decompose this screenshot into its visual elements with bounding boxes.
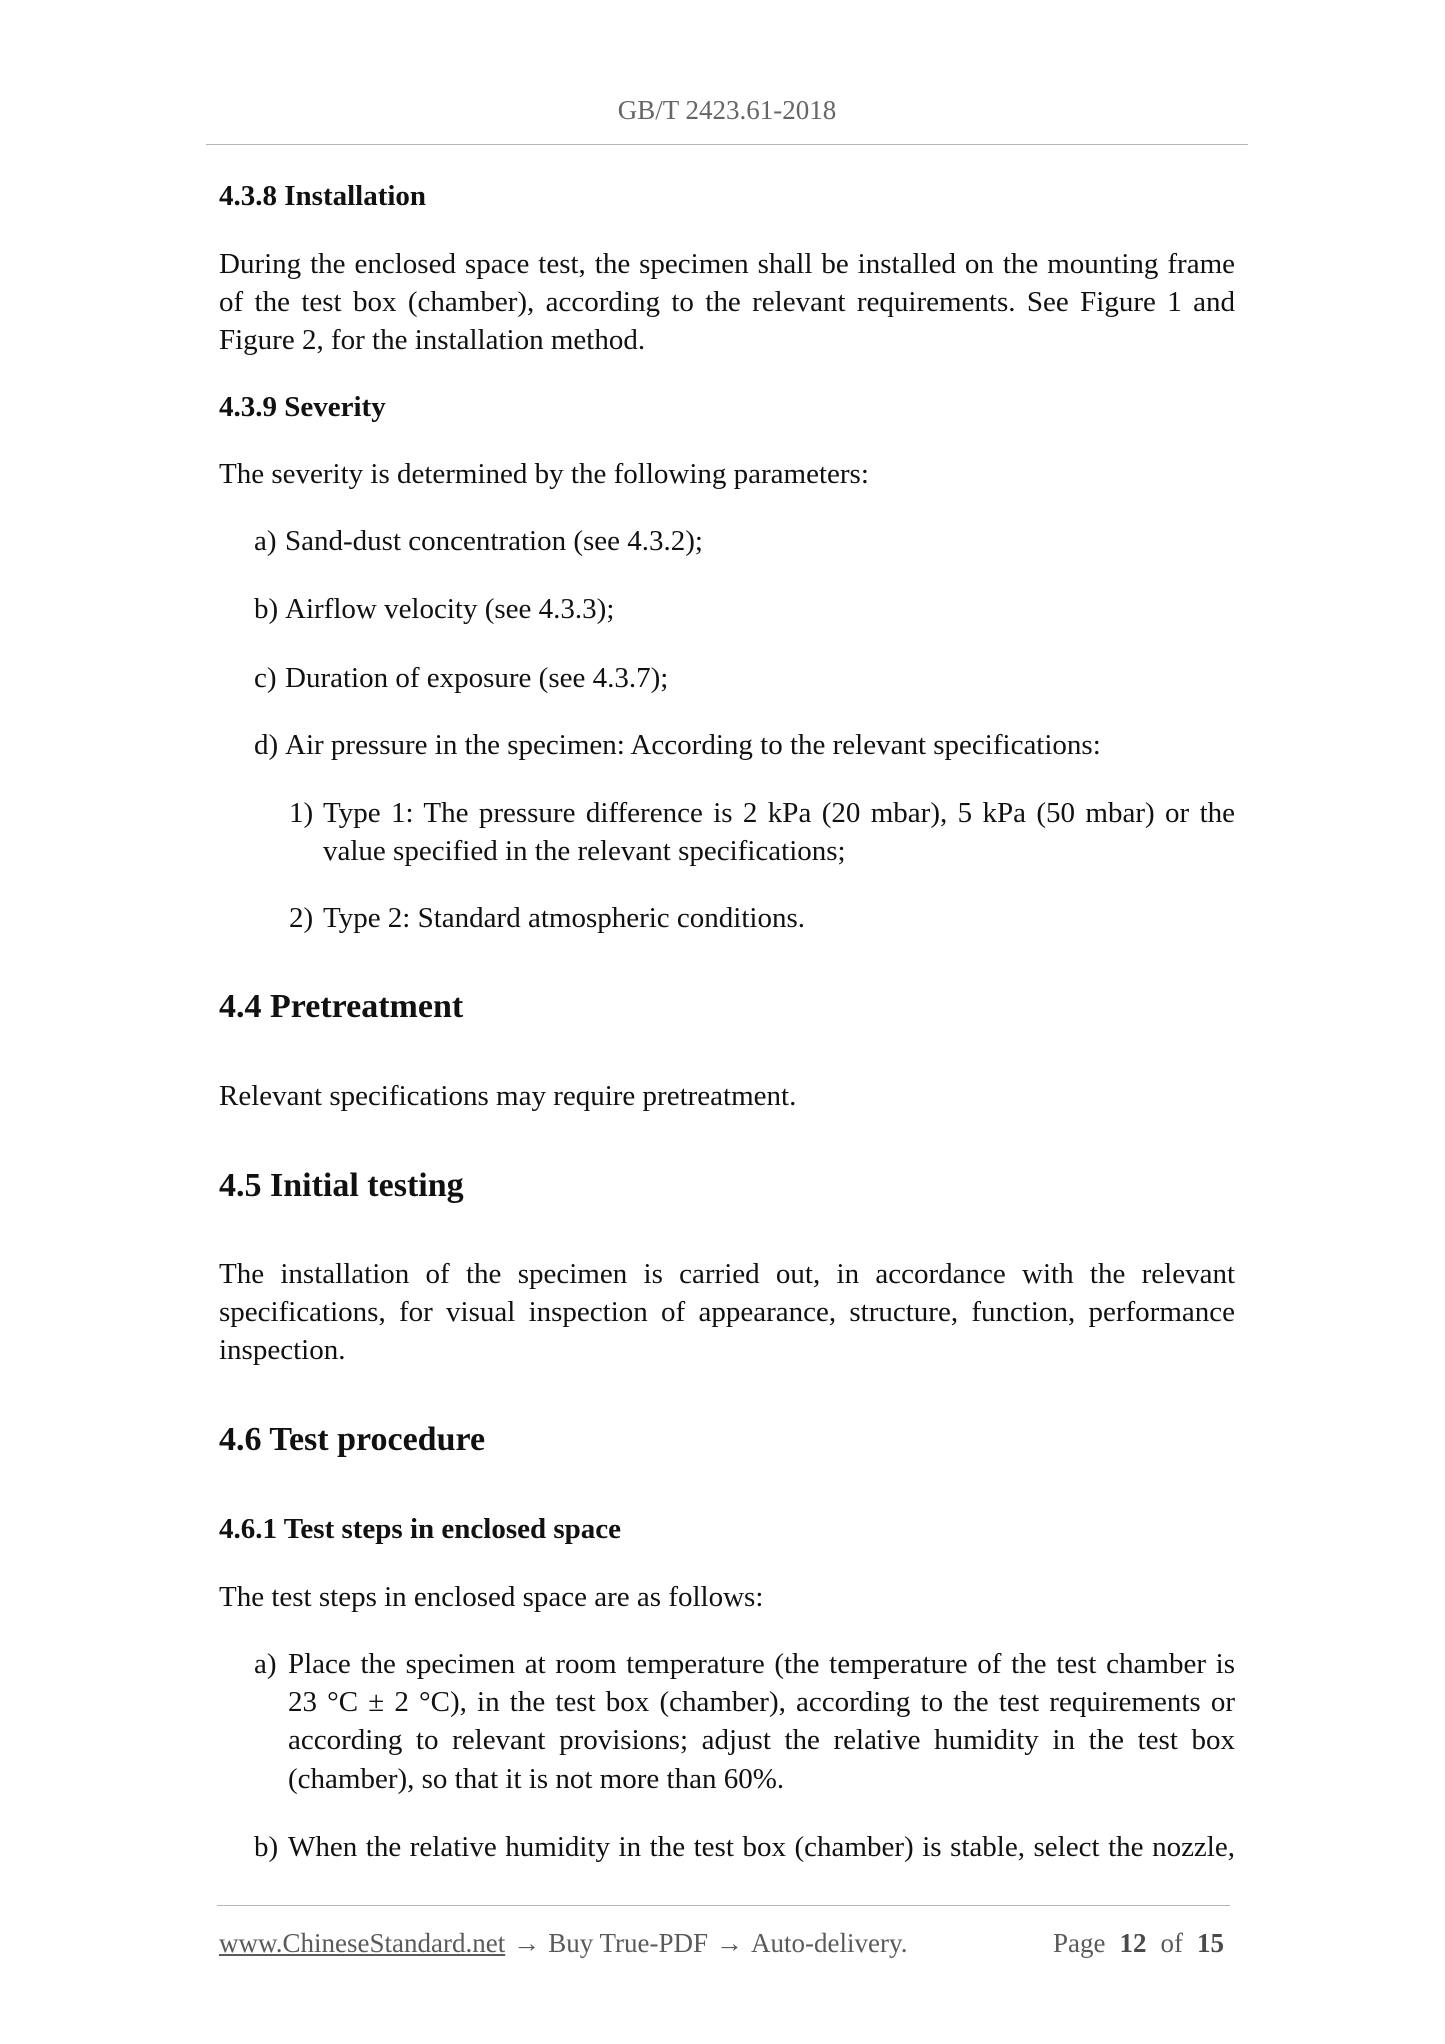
list-item-line: When the relative humidity in the test box (chamber) is stable, select the nozzle, xyxy=(288,1831,1235,1863)
list-item-line: 23 °C ± 2 °C), in the test box (chamber), according to the test requirements or xyxy=(288,1686,1235,1718)
list-item-line: according to relevant provisions; adjust the relative humidity in the test box xyxy=(288,1724,1235,1756)
document-header-code: GB/T 2423.61-2018 xyxy=(617,95,837,125)
heading-4-6: 4.6 Test procedure xyxy=(219,1421,486,1458)
heading-4-5: 4.5 Initial testing xyxy=(219,1167,464,1204)
page-current: 12 xyxy=(1119,1928,1147,1958)
footer-divider xyxy=(217,1905,1230,1906)
buy-true-pdf-label: Buy True-PDF xyxy=(548,1928,709,1958)
page-of-label: of xyxy=(1160,1928,1183,1958)
heading-4-6-1: 4.6.1 Test steps in enclosed space xyxy=(219,1513,622,1545)
list-marker: a) xyxy=(254,1648,277,1680)
list-item-line: Duration of exposure (see 4.3.7); xyxy=(285,662,669,694)
sublist-item-line: value specified in the relevant specifications; xyxy=(323,835,846,867)
paragraph-line: inspection. xyxy=(219,1334,346,1366)
list-item-line: Place the specimen at room temperature (the temperature of the test chamber is xyxy=(288,1648,1235,1680)
paragraph-line: The installation of the specimen is carried out, in accordance with the relevant xyxy=(219,1258,1235,1290)
page-indicator xyxy=(1053,1924,1224,1962)
list-item-line: Sand-dust concentration (see 4.3.2); xyxy=(285,525,703,557)
page-total: 15 xyxy=(1197,1928,1224,1958)
list-item-line: (chamber), so that it is not more than 60%. xyxy=(288,1763,785,1795)
heading-4-4: 4.4 Pretreatment xyxy=(219,988,464,1025)
paragraph-line: Relevant specifications may require pretreatment. xyxy=(219,1080,797,1112)
paragraph-line: The test steps in enclosed space are as follows: xyxy=(219,1581,764,1613)
paragraph-line: During the enclosed space test, the specimen shall be installed on the mounting frame xyxy=(219,248,1235,280)
paragraph-line: specifications, for visual inspection of appearance, structure, function, performance xyxy=(219,1296,1235,1328)
page-label: Page xyxy=(1053,1928,1106,1958)
list-item-line: Airflow velocity (see 4.3.3); xyxy=(285,593,615,625)
sublist-marker: 2) xyxy=(289,902,314,934)
heading-4-3-8: 4.3.8 Installation xyxy=(219,180,427,212)
list-marker: c) xyxy=(254,662,277,694)
site-link[interactable]: www.ChineseStandard.net xyxy=(219,1928,506,1958)
list-item-line: Air pressure in the specimen: According to the relevant specifications: xyxy=(285,729,1101,761)
sublist-item-line: Type 2: Standard atmospheric conditions. xyxy=(323,902,806,934)
arrow-right-icon: → xyxy=(513,1928,541,1958)
footer-left xyxy=(219,1924,907,1962)
arrow-right-icon: → xyxy=(716,1928,744,1958)
list-marker: a) xyxy=(254,525,277,557)
list-marker: d) xyxy=(254,729,279,761)
paragraph-line: of the test box (chamber), according to the relevant requirements. See Figure 1 and xyxy=(219,286,1235,318)
auto-delivery-label: Auto-delivery. xyxy=(751,1928,908,1958)
sublist-marker: 1) xyxy=(289,797,314,829)
paragraph-line: The severity is determined by the following parameters: xyxy=(219,458,869,490)
header-divider xyxy=(206,144,1248,145)
sublist-item-line: Type 1: The pressure difference is 2 kPa (20 mbar), 5 kPa (50 mbar) or the xyxy=(323,797,1235,829)
heading-4-3-9: 4.3.9 Severity xyxy=(219,391,386,423)
list-marker: b) xyxy=(254,1831,279,1863)
paragraph-line: Figure 2, for the installation method. xyxy=(219,324,646,356)
list-marker: b) xyxy=(254,593,279,625)
